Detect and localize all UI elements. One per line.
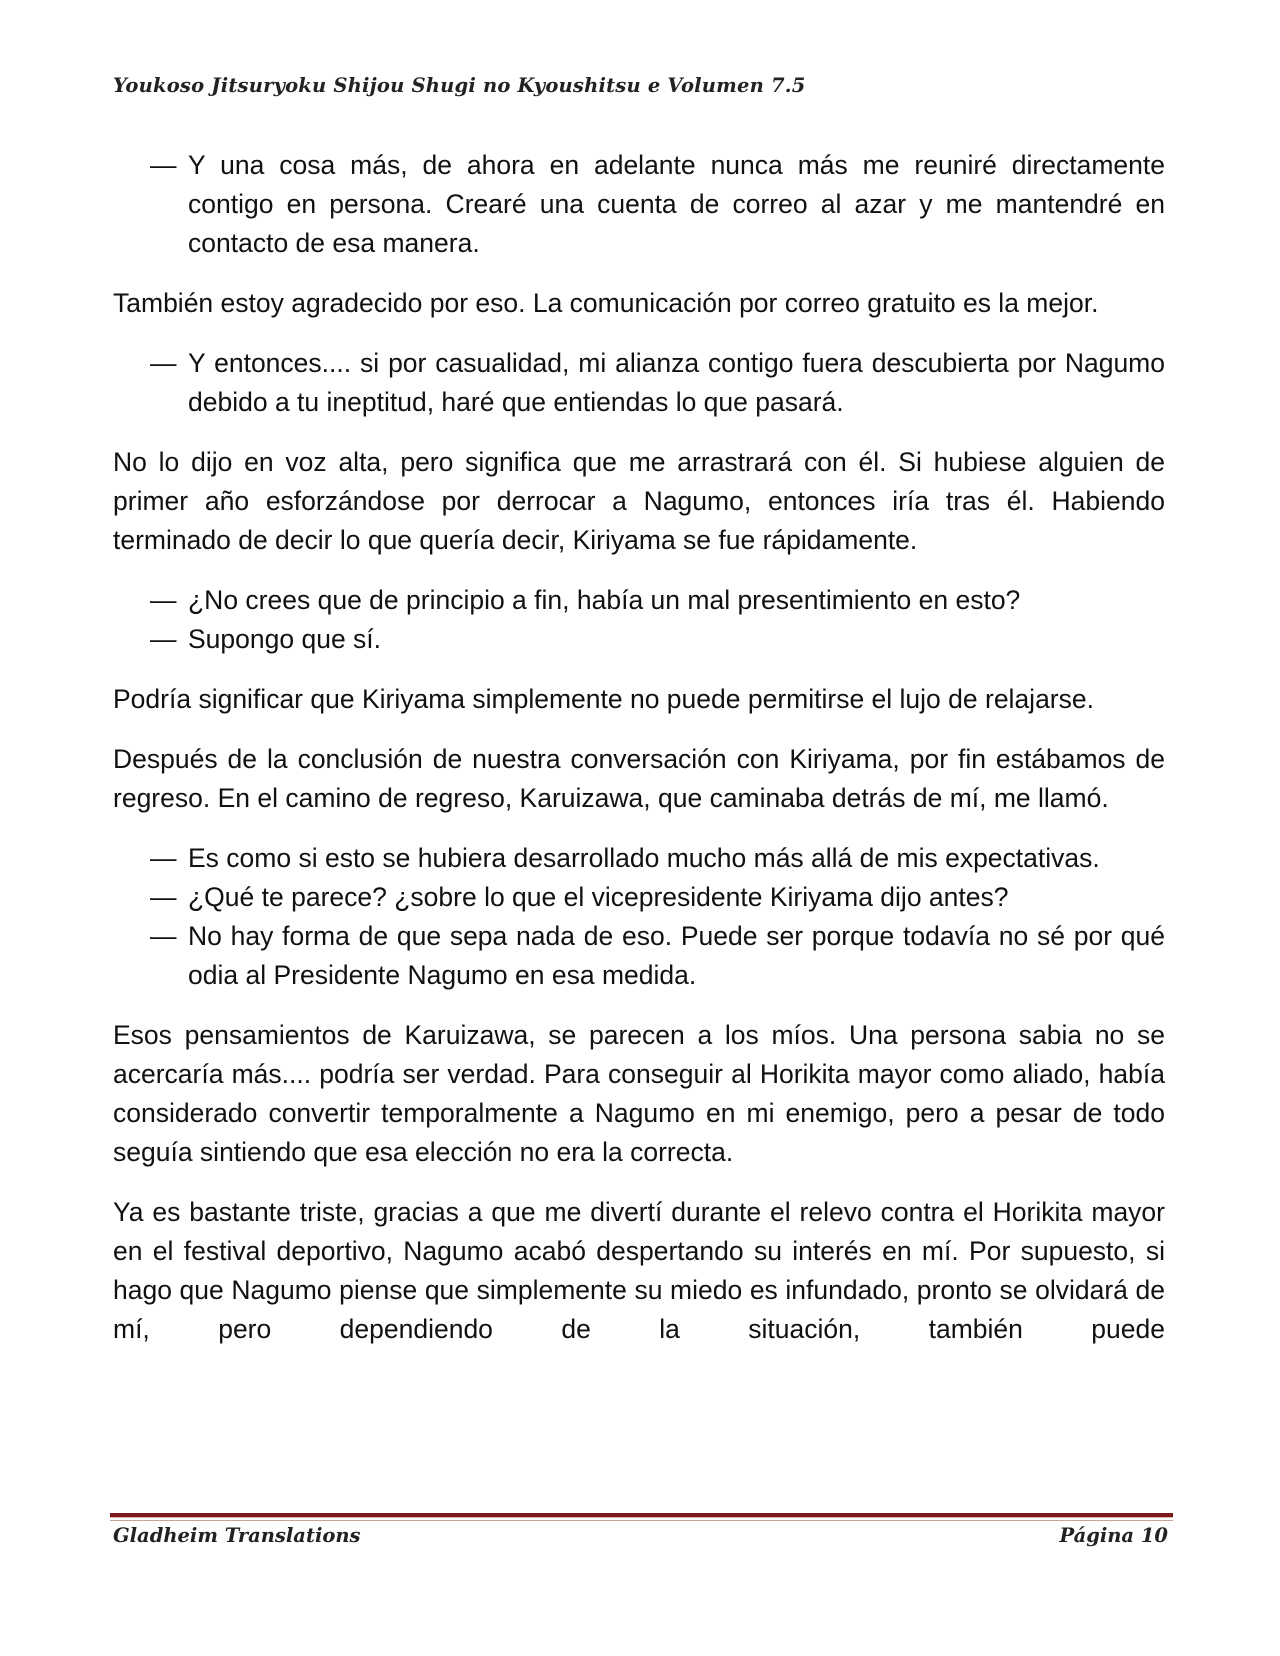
dialogue-dash: —	[150, 843, 177, 873]
dialogue-text: ¿No crees que de principio a fin, había un mal presentimiento en esto?	[188, 585, 1021, 615]
paragraph: Esos pensamientos de Karuizawa, se parecen a los míos. Una persona sabia no se acercaría más.... podría ser verdad. Para conseguir al Horikita mayor como aliado, había considerado convertir temporalmente a Nagumo en mi enemigo, pero a pesar de todo seguía sintiendo que esa elección no era la correcta.	[113, 1020, 1165, 1167]
paragraph: No lo dijo en voz alta, pero significa que me arrastrará con él. Si hubiese alguien de primer año esforzándose por derrocar a Nagumo, entonces iría tras él. Habiendo terminado de decir lo que quería decir, Kiriyama se fue rápidamente.	[113, 447, 1165, 555]
dialogue-line	[150, 917, 1165, 995]
dialogue-line	[150, 146, 1165, 263]
dialogue-block	[113, 581, 1165, 659]
dialogue-dash: —	[150, 624, 177, 654]
dialogue-dash: —	[150, 921, 177, 951]
dialogue-dash: —	[150, 348, 177, 378]
paragraph: Ya es bastante triste, gracias a que me divertí durante el relevo contra el Horikita mayor en el festival deportivo, Nagumo acabó despertando su interés en mí. Por supuesto, si hago que Nagumo piense que simplemente su miedo es infundado, pronto se olvidará de mí, pero dependiendo de la situación, también puede	[113, 1197, 1165, 1344]
dialogue-text: Y entonces.... si por casualidad, mi alianza contigo fuera descubierta por Nagumo debido a tu ineptitud, haré que entiendas lo que pasará.	[188, 348, 1165, 417]
dialogue-text: Supongo que sí.	[188, 624, 382, 654]
dialogue-line	[150, 581, 1165, 620]
dialogue-dash: —	[150, 585, 177, 615]
dialogue-text: Y una cosa más, de ahora en adelante nunca más me reuniré directamente contigo en persona. Crearé una cuenta de correo al azar y me mantendré en contacto de esa manera.	[188, 150, 1165, 258]
paragraph: Después de la conclusión de nuestra conversación con Kiriyama, por fin estábamos de regreso. En el camino de regreso, Karuizawa, que caminaba detrás de mí, me llamó.	[113, 744, 1165, 813]
dialogue-text: Es como si esto se hubiera desarrollado mucho más allá de mis expectativas.	[188, 843, 1100, 873]
footer-page-number: Página 10	[1059, 1524, 1168, 1547]
dialogue-line	[150, 839, 1165, 878]
dialogue-dash: —	[150, 150, 177, 180]
paragraph: También estoy agradecido por eso. La comunicación por correo gratuito es la mejor.	[113, 288, 1099, 318]
dialogue-line	[150, 878, 1165, 917]
dialogue-block	[113, 839, 1165, 995]
dialogue-block	[113, 146, 1165, 263]
dialogue-text: No hay forma de que sepa nada de eso. Puede ser porque todavía no sé por qué odia al Presidente Nagumo en esa medida.	[188, 921, 1165, 990]
running-header: Youkoso Jitsuryoku Shijou Shugi no Kyoushitsu e Volumen 7.5	[113, 74, 806, 97]
dialogue-block	[113, 344, 1165, 422]
document-body	[113, 146, 1165, 1370]
dialogue-line	[150, 344, 1165, 422]
footer-translator: Gladheim Translations	[113, 1524, 361, 1547]
dialogue-line	[150, 620, 1165, 659]
dialogue-text: ¿Qué te parece? ¿sobre lo que el vicepresidente Kiriyama dijo antes?	[188, 882, 1009, 912]
paragraph: Podría significar que Kiriyama simplemente no puede permitirse el lujo de relajarse.	[113, 684, 1094, 714]
footer-rule-thin	[110, 1520, 1173, 1521]
footer-rule	[110, 1513, 1173, 1518]
dialogue-dash: —	[150, 882, 177, 912]
